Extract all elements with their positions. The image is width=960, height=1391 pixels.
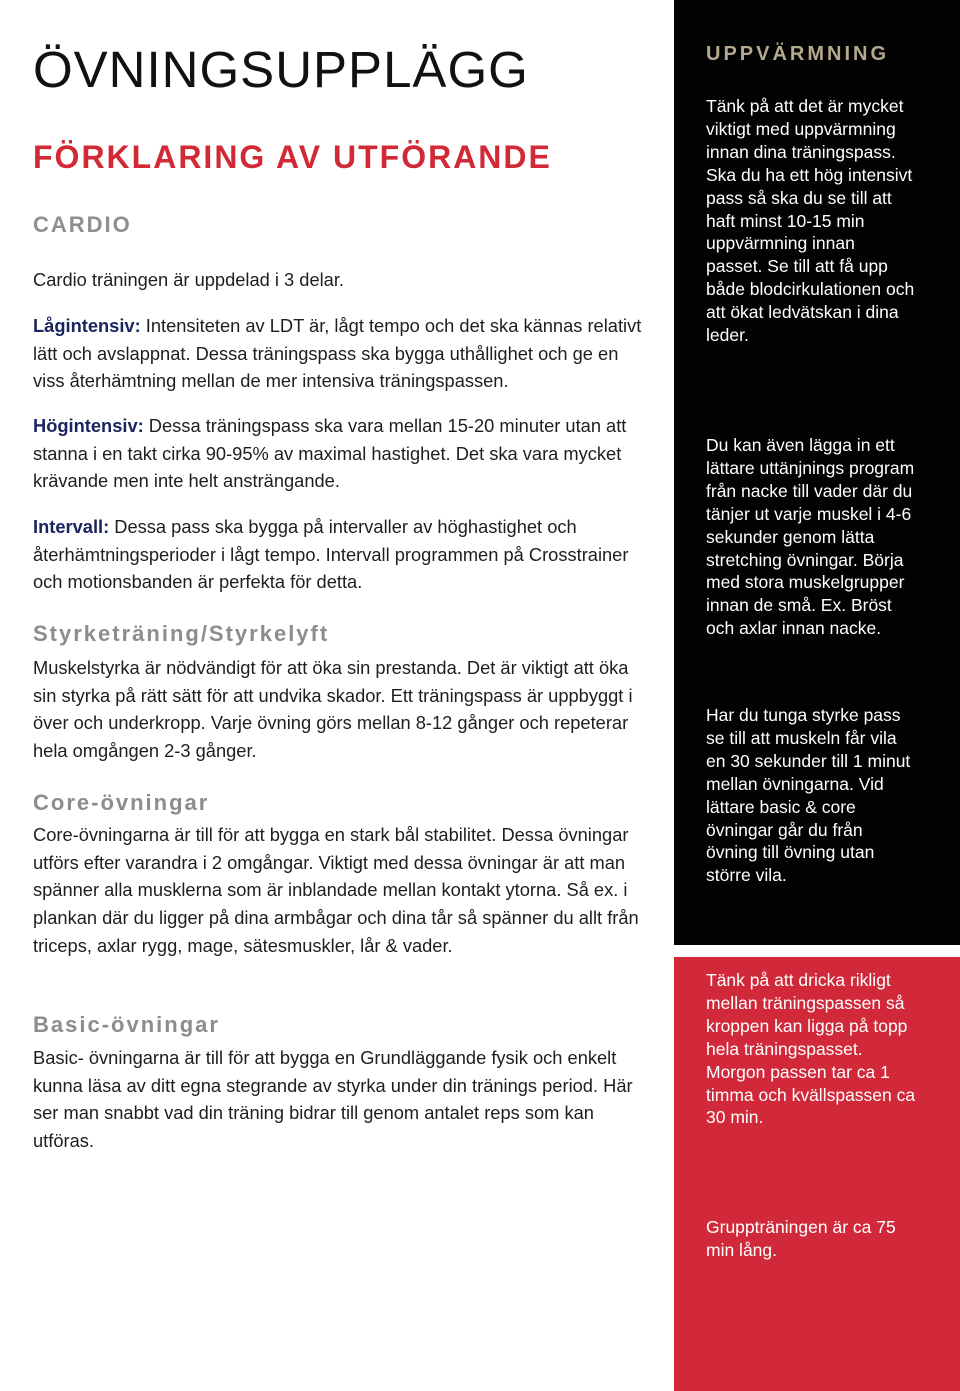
sidebar-red-paragraph-2: Gruppträningen är ca 75 min lång. xyxy=(706,1217,896,1260)
core-heading: Core-övningar xyxy=(33,790,210,815)
sidebar-heading: UPPVÄRMNING xyxy=(706,43,890,65)
basic-heading: Basic-övningar xyxy=(33,1012,220,1037)
core-text: Core-övningarna är till för att bygga en stark bål stabilitet. Dessa övningar utförs efter varandra i 2 omgångar. Viktigt med dessa övningar är att man spänner alla musklerna som är inblandade mellan kontakt ytorna. Så ex. i plankan där du ligger på dina armbågar och dina tår så spänner du allt från triceps, axlar rygg, mage, sätesmuskler, lår & vader. xyxy=(33,824,639,956)
sidebar-paragraph-1: Tänk på att det är mycket viktigt med uppvärmning innan dina träningspass. Ska du ha ett hög intensivt pass så ska du se till att haft minst 10-15 min uppvärmning innan passet. Se till att få upp både blodcirkulationen och att ökat ledvätskan i dina leder. xyxy=(706,96,915,346)
styrke-text: Muskelstyrka är nödvändigt för att öka sin prestanda. Det är viktigt att öka sin styrka på rätt sätt för att undvika skador. Ett träningspass är uppbyggt i över och underkropp. Varje övning görs mellan 8-12 gånger och repeterar hela omgången 2-3 gånger. xyxy=(33,657,633,762)
page-subtitle: FÖRKLARING AV UTFÖRANDE xyxy=(33,139,552,175)
cardio-lagintensiv xyxy=(33,312,653,395)
cardio-hogintensiv xyxy=(33,412,653,495)
basic-text: Basic- övningarna är till för att bygga en Grundläggande fysik och enkelt kunna läsa av ditt egna stegrande av styrka under din tränings period. Här ser man snabbt vad din träning bidrar till genom antalet reps som kan utföras. xyxy=(33,1047,633,1152)
lagintensiv-text: Intensiteten av LDT är, lågt tempo och det ska kännas relativt lätt och avslappnat. Dessa träningspass ska bygga uthållighet och ge en viss återhämtning mellan de mer intensiva träningspassen. xyxy=(33,315,642,392)
cardio-intro: Cardio träningen är uppdelad i 3 delar. xyxy=(33,269,344,290)
sidebar-paragraph-3: Har du tunga styrke pass se till att muskeln får vila en 30 sekunder till 1 minut mellan övningarna. Vid lättare basic & core övningar går du från övning till övning utan större vila. xyxy=(706,705,911,886)
hogintensiv-text: Dessa träningspass ska vara mellan 15-20 minuter utan att stanna i en takt cirka 90-95% av maximal hastighet. Det ska vara mycket krävande men inte helt ansträngande. xyxy=(33,415,627,492)
lagintensiv-label: Lågintensiv: xyxy=(33,315,141,336)
cardio-heading: CARDIO xyxy=(33,212,132,237)
page-title: ÖVNINGSUPPLÄGG xyxy=(33,41,529,98)
sidebar-paragraph-2: Du kan även lägga in ett lättare uttänjnings program från nacke till vader där du tänjer ut varje muskel i 4-6 sekunder genom lätta stretching övningar. Börja med stora muskelgrupper innan de små. Ex. Bröst och axlar innan nacke. xyxy=(706,435,915,639)
sidebar-red-paragraph-1: Tänk på att dricka rikligt mellan träningspassen så kroppen kan ligga på topp hela träningspasset. Morgon passen tar ca 1 timma och kvällspassen ca 30 min. xyxy=(706,970,916,1128)
styrke-heading: Styrketräning/Styrkelyft xyxy=(33,621,330,646)
sidebar-uppvarmning xyxy=(674,0,960,945)
intervall-text: Dessa pass ska bygga på intervaller av höghastighet och återhämtningsperioder i lågt tempo. Intervall programmen på Crosstrainer och motionsbanden är perfekta för detta. xyxy=(33,516,629,593)
hogintensiv-label: Högintensiv: xyxy=(33,415,144,436)
intervall-label: Intervall: xyxy=(33,516,110,537)
cardio-intervall xyxy=(33,513,653,596)
sidebar-hydration xyxy=(674,957,960,1391)
